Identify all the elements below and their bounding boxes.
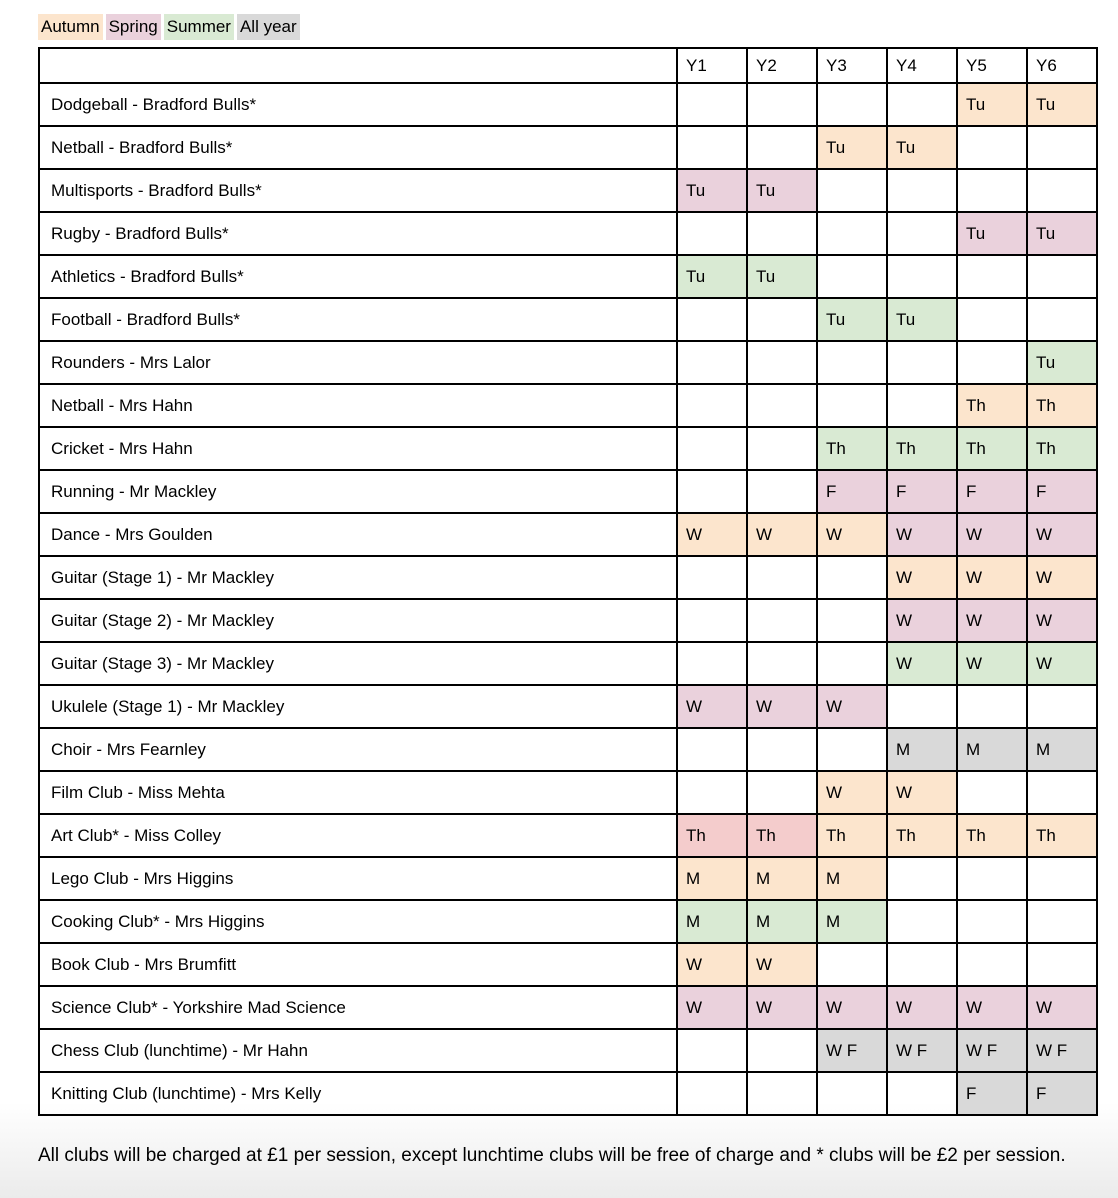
schedule-cell xyxy=(957,126,1027,169)
schedule-cell: Tu xyxy=(747,169,817,212)
legend-label: All year xyxy=(239,17,297,36)
schedule-cell: M xyxy=(817,857,887,900)
table-row xyxy=(39,599,1097,642)
schedule-cell: M xyxy=(1027,728,1097,771)
schedule-cell: W xyxy=(1027,986,1097,1029)
table-row xyxy=(39,83,1097,126)
legend-item-summer xyxy=(164,14,234,40)
club-name-cell: Book Club - Mrs Brumfitt xyxy=(39,943,677,986)
schedule-cell: W xyxy=(677,943,747,986)
schedule-cell: W xyxy=(817,771,887,814)
column-header-y6: Y6 xyxy=(1027,48,1097,83)
club-name-cell: Guitar (Stage 2) - Mr Mackley xyxy=(39,599,677,642)
schedule-cell: W xyxy=(887,556,957,599)
schedule-cell xyxy=(677,126,747,169)
schedule-cell xyxy=(1027,857,1097,900)
legend-item-spring xyxy=(106,14,161,40)
schedule-cell xyxy=(677,83,747,126)
schedule-cell: W xyxy=(677,513,747,556)
table-row xyxy=(39,126,1097,169)
schedule-cell: Th xyxy=(1027,814,1097,857)
schedule-cell xyxy=(677,212,747,255)
schedule-cell: Th xyxy=(957,814,1027,857)
table-row xyxy=(39,642,1097,685)
schedule-cell: Tu xyxy=(817,126,887,169)
schedule-cell: F xyxy=(817,470,887,513)
schedule-cell xyxy=(677,642,747,685)
legend-item-allyear xyxy=(237,14,300,40)
schedule-cell: W xyxy=(1027,599,1097,642)
schedule-cell: F xyxy=(957,470,1027,513)
schedule-cell xyxy=(817,83,887,126)
table-row xyxy=(39,900,1097,943)
schedule-cell: W xyxy=(747,986,817,1029)
schedule-cell xyxy=(817,384,887,427)
club-name-cell: Netball - Bradford Bulls* xyxy=(39,126,677,169)
schedule-cell xyxy=(747,427,817,470)
club-name-cell: Guitar (Stage 1) - Mr Mackley xyxy=(39,556,677,599)
schedule-cell: W xyxy=(887,986,957,1029)
pricing-note: All clubs will be charged at £1 per session, except lunchtime clubs will be free of charge and * clubs will be £2 per session. xyxy=(38,1145,1066,1166)
schedule-cell xyxy=(817,728,887,771)
schedule-cell: W xyxy=(747,943,817,986)
schedule-cell: Th xyxy=(887,814,957,857)
schedule-cell: W xyxy=(747,685,817,728)
schedule-cell: Th xyxy=(677,814,747,857)
table-row xyxy=(39,814,1097,857)
schedule-cell xyxy=(747,384,817,427)
schedule-cell: M xyxy=(747,900,817,943)
table-row xyxy=(39,556,1097,599)
schedule-cell xyxy=(887,255,957,298)
schedule-cell xyxy=(887,900,957,943)
schedule-cell: W xyxy=(957,986,1027,1029)
legend-label: Autumn xyxy=(41,17,100,36)
schedule-cell xyxy=(1027,900,1097,943)
schedule-cell: W xyxy=(817,986,887,1029)
column-header-y2: Y2 xyxy=(747,48,817,83)
schedule-cell: Th xyxy=(1027,427,1097,470)
schedule-cell: W xyxy=(957,556,1027,599)
schedule-cell xyxy=(677,427,747,470)
schedule-cell xyxy=(747,728,817,771)
column-header-y1: Y1 xyxy=(677,48,747,83)
schedule-cell xyxy=(747,126,817,169)
club-name-cell: Rounders - Mrs Lalor xyxy=(39,341,677,384)
schedule-cell: W xyxy=(1027,556,1097,599)
schedule-cell xyxy=(747,771,817,814)
club-name-cell: Football - Bradford Bulls* xyxy=(39,298,677,341)
schedule-cell: W xyxy=(1027,513,1097,556)
schedule-cell: M xyxy=(747,857,817,900)
schedule-cell: F xyxy=(1027,1072,1097,1115)
schedule-cell xyxy=(677,728,747,771)
schedule-cell xyxy=(677,1072,747,1115)
schedule-cell: Tu xyxy=(677,169,747,212)
schedule-cell xyxy=(1027,771,1097,814)
schedule-cell: Tu xyxy=(887,298,957,341)
schedule-cell xyxy=(747,556,817,599)
schedule-cell: M xyxy=(957,728,1027,771)
schedule-cell xyxy=(1027,943,1097,986)
schedule-cell xyxy=(817,1072,887,1115)
table-row xyxy=(39,298,1097,341)
table-row xyxy=(39,986,1097,1029)
schedule-cell: W xyxy=(957,599,1027,642)
schedule-cell: W xyxy=(957,513,1027,556)
schedule-cell: Tu xyxy=(1027,212,1097,255)
schedule-cell xyxy=(817,212,887,255)
table-row xyxy=(39,470,1097,513)
schedule-cell: W xyxy=(957,642,1027,685)
table-row xyxy=(39,728,1097,771)
table-row xyxy=(39,169,1097,212)
schedule-cell: Th xyxy=(957,427,1027,470)
table-row xyxy=(39,212,1097,255)
table-row xyxy=(39,1072,1097,1115)
legend-item-autumn xyxy=(38,14,103,40)
schedule-cell xyxy=(887,1072,957,1115)
header-row xyxy=(39,48,1097,83)
schedule-cell: Tu xyxy=(957,83,1027,126)
schedule-cell xyxy=(817,255,887,298)
table-row xyxy=(39,857,1097,900)
club-name-cell: Knitting Club (lunchtime) - Mrs Kelly xyxy=(39,1072,677,1115)
schedule-cell: W F xyxy=(887,1029,957,1072)
schedule-cell: W xyxy=(677,986,747,1029)
schedule-cell: Th xyxy=(1027,384,1097,427)
legend-label: Summer xyxy=(166,17,231,36)
schedule-cell: Th xyxy=(957,384,1027,427)
club-name-cell: Netball - Mrs Hahn xyxy=(39,384,677,427)
schedule-cell: M xyxy=(817,900,887,943)
club-name-cell: Lego Club - Mrs Higgins xyxy=(39,857,677,900)
table-row xyxy=(39,427,1097,470)
club-name-cell: Guitar (Stage 3) - Mr Mackley xyxy=(39,642,677,685)
schedule-cell: Th xyxy=(887,427,957,470)
schedule-cell xyxy=(887,943,957,986)
schedule-cell xyxy=(677,470,747,513)
column-header-y3: Y3 xyxy=(817,48,887,83)
schedule-cell: W F xyxy=(957,1029,1027,1072)
club-name-cell: Cricket - Mrs Hahn xyxy=(39,427,677,470)
club-name-cell: Choir - Mrs Fearnley xyxy=(39,728,677,771)
schedule-cell: W xyxy=(677,685,747,728)
schedule-cell xyxy=(887,384,957,427)
table-row xyxy=(39,384,1097,427)
schedule-cell: Tu xyxy=(677,255,747,298)
table-body xyxy=(39,83,1097,1115)
table-row xyxy=(39,513,1097,556)
clubs-schedule-table xyxy=(38,47,1098,1116)
schedule-cell: Th xyxy=(817,814,887,857)
schedule-cell: W xyxy=(817,513,887,556)
schedule-cell xyxy=(677,599,747,642)
column-header-y4: Y4 xyxy=(887,48,957,83)
club-name-cell: Cooking Club* - Mrs Higgins xyxy=(39,900,677,943)
season-legend xyxy=(38,14,1096,40)
schedule-cell xyxy=(1027,298,1097,341)
schedule-cell xyxy=(747,1029,817,1072)
schedule-cell xyxy=(817,341,887,384)
table-row xyxy=(39,255,1097,298)
schedule-cell: W xyxy=(817,685,887,728)
schedule-cell: M xyxy=(677,900,747,943)
table-row xyxy=(39,771,1097,814)
schedule-cell xyxy=(747,470,817,513)
schedule-cell: Tu xyxy=(1027,83,1097,126)
schedule-cell xyxy=(957,900,1027,943)
schedule-cell: Tu xyxy=(957,212,1027,255)
table-row xyxy=(39,1029,1097,1072)
schedule-cell: W F xyxy=(1027,1029,1097,1072)
schedule-cell: W xyxy=(887,771,957,814)
schedule-cell xyxy=(817,169,887,212)
schedule-cell: F xyxy=(957,1072,1027,1115)
schedule-cell xyxy=(747,83,817,126)
schedule-cell xyxy=(1027,169,1097,212)
schedule-cell: Tu xyxy=(1027,341,1097,384)
schedule-cell: F xyxy=(1027,470,1097,513)
schedule-cell xyxy=(817,642,887,685)
club-name-cell: Science Club* - Yorkshire Mad Science xyxy=(39,986,677,1029)
schedule-cell xyxy=(887,857,957,900)
schedule-cell xyxy=(677,556,747,599)
schedule-cell: W xyxy=(887,642,957,685)
club-name-cell: Dodgeball - Bradford Bulls* xyxy=(39,83,677,126)
schedule-cell xyxy=(1027,685,1097,728)
schedule-cell xyxy=(957,771,1027,814)
club-name-cell: Multisports - Bradford Bulls* xyxy=(39,169,677,212)
schedule-cell xyxy=(957,341,1027,384)
schedule-cell: W xyxy=(887,599,957,642)
club-name-cell: Running - Mr Mackley xyxy=(39,470,677,513)
schedule-cell xyxy=(747,642,817,685)
club-name-cell: Chess Club (lunchtime) - Mr Hahn xyxy=(39,1029,677,1072)
schedule-cell: W xyxy=(1027,642,1097,685)
schedule-cell: Th xyxy=(747,814,817,857)
schedule-cell: W F xyxy=(817,1029,887,1072)
club-name-cell: Dance - Mrs Goulden xyxy=(39,513,677,556)
club-name-cell: Film Club - Miss Mehta xyxy=(39,771,677,814)
schedule-cell xyxy=(887,83,957,126)
schedule-cell xyxy=(1027,126,1097,169)
schedule-cell: Tu xyxy=(817,298,887,341)
schedule-cell: M xyxy=(887,728,957,771)
club-name-cell: Athletics - Bradford Bulls* xyxy=(39,255,677,298)
table-row xyxy=(39,685,1097,728)
schedule-cell: F xyxy=(887,470,957,513)
table-row xyxy=(39,341,1097,384)
schedule-cell xyxy=(677,771,747,814)
schedule-cell xyxy=(957,685,1027,728)
schedule-cell xyxy=(887,212,957,255)
schedule-cell xyxy=(747,212,817,255)
schedule-cell xyxy=(677,1029,747,1072)
schedule-cell xyxy=(887,341,957,384)
schedule-cell xyxy=(677,384,747,427)
schedule-cell xyxy=(817,599,887,642)
schedule-cell: W xyxy=(887,513,957,556)
table-row xyxy=(39,943,1097,986)
corner-header-cell xyxy=(39,48,677,83)
legend-label: Spring xyxy=(108,17,158,36)
schedule-cell xyxy=(957,298,1027,341)
schedule-cell xyxy=(817,556,887,599)
schedule-cell xyxy=(957,943,1027,986)
club-name-cell: Rugby - Bradford Bulls* xyxy=(39,212,677,255)
column-header-y5: Y5 xyxy=(957,48,1027,83)
schedule-cell: Tu xyxy=(887,126,957,169)
schedule-cell xyxy=(957,255,1027,298)
schedule-cell xyxy=(747,1072,817,1115)
schedule-cell xyxy=(957,857,1027,900)
schedule-cell xyxy=(747,599,817,642)
schedule-cell xyxy=(747,341,817,384)
schedule-cell xyxy=(887,169,957,212)
schedule-cell: W xyxy=(747,513,817,556)
club-name-cell: Ukulele (Stage 1) - Mr Mackley xyxy=(39,685,677,728)
schedule-cell: Tu xyxy=(747,255,817,298)
club-name-cell: Art Club* - Miss Colley xyxy=(39,814,677,857)
schedule-cell xyxy=(677,341,747,384)
schedule-cell xyxy=(1027,255,1097,298)
schedule-cell xyxy=(957,169,1027,212)
schedule-cell: Th xyxy=(817,427,887,470)
schedule-cell xyxy=(677,298,747,341)
schedule-cell: M xyxy=(677,857,747,900)
schedule-cell xyxy=(747,298,817,341)
schedule-cell xyxy=(887,685,957,728)
schedule-cell xyxy=(817,943,887,986)
